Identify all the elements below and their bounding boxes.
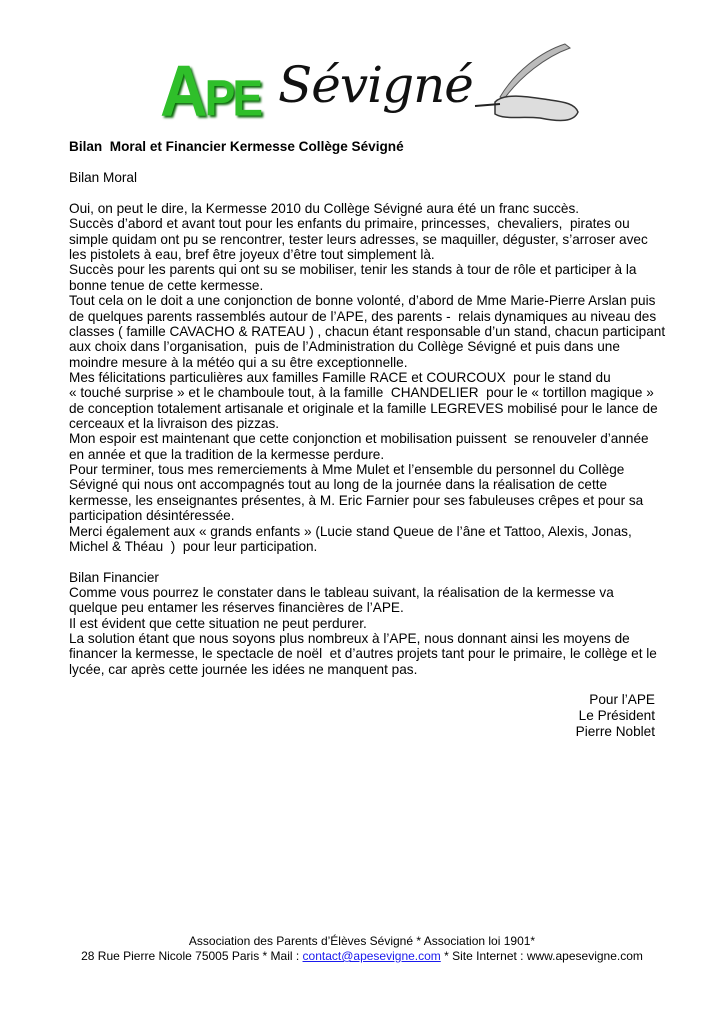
bilan-financier-text [69, 585, 657, 677]
text-line: « touché surprise » et le chamboule tout, à la famille CHANDELIER pour le « tortillon magique » [69, 385, 654, 401]
text-line: Oui, on peut le dire, la Kermesse 2010 du Collège Sévigné aura été un franc succès. [69, 201, 580, 216]
logo-ape-text: APE [160, 49, 261, 131]
text-line: participation désintéressée. [69, 508, 235, 524]
text-line: classes ( famille CAVACHO & RATEAU ) , chacun étant responsable d’un stand, chacun participant [69, 323, 666, 339]
footer-address [0, 949, 724, 964]
text-line: quelque peu entamer les réserves financières de l’APE. [69, 600, 404, 616]
quill-hand-icon [470, 42, 580, 132]
text-line: de conception totalement artisanale et originale et la famille LEGREVES mobilisé pour le lance de [69, 400, 658, 416]
text-line: Mes félicitations particulières aux familles Famille RACE et COURCOUX pour le stand du [69, 369, 611, 385]
signature-line: Pour l’APE [589, 692, 655, 707]
footer-address-text: 28 Rue Pierre Nicole 75005 Paris * Mail : [81, 949, 303, 963]
document-title: Bilan Moral et Financier Kermesse Collège Sévigné [69, 139, 404, 154]
text-line: de quelques parents rassemblés autour de l’APE, des parents - relais dynamiques au niveau des [69, 308, 657, 324]
bilan-moral-text [69, 201, 665, 554]
text-line: simple quidam ont pu se rencontrer, tester leurs adresses, se maquiller, déguster, s’arroser avec [69, 231, 648, 247]
footer-association: Association des Parents d’Élèves Sévigné * Association loi 1901* [188, 934, 536, 948]
text-line: Sévigné qui nous ont accompagnés tout au long de la journée dans la réalisation de cette [69, 477, 608, 493]
text-line: lycée, car après cette journée les idées ne manquent pas. [69, 661, 418, 677]
ape-sevigne-logo [160, 42, 580, 132]
signature-line: Pierre Noblet [575, 724, 655, 739]
text-line: kermesse, les enseignantes présentes, à M. Eric Farnier pour ses fabuleuses crêpes et pour sa [69, 492, 644, 508]
text-line: Tout cela on le doit a une conjonction de bonne volonté, d’abord de Mme Marie-Pierre Arslan puis [69, 293, 656, 309]
bilan-moral-heading: Bilan Moral [69, 170, 137, 185]
text-line: Pour terminer, tous mes remerciements à Mme Mulet et l’ensemble du personnel du Collège [69, 462, 625, 478]
logo-sevigne-text: Sévigné [278, 56, 473, 114]
text-line: Il est évident que cette situation ne peut perdurer. [69, 615, 367, 631]
text-line: La solution étant que nous soyons plus nombreux à l’APE, nous donnant ainsi les moyens de [69, 631, 630, 647]
text-line: les pistolets à eau, bref être joyeux d’être tout simplement là. [69, 247, 435, 263]
text-line: financer la kermesse, le spectacle de noël et d’autres projets tant pour le primaire, le collège et le [69, 646, 657, 662]
text-line: bonne tenue de cette kermesse. [69, 277, 264, 293]
signature-line: Le Président [578, 708, 655, 723]
text-line: aux choix dans l’organisation, puis de l’Administration du Collège Sévigné et puis dans une [69, 339, 620, 355]
email-link[interactable]: contact@apesevigne.com [302, 949, 441, 963]
text-line: Succès pour les parents qui ont su se mobiliser, tenir les stands à tour de rôle et participer à la [69, 262, 637, 278]
text-line: moindre mesure à la météo qui a su être exceptionnelle. [69, 354, 408, 370]
text-line: Succès d’abord et avant tout pour les enfants du primaire, princesses, chevaliers, pirates ou [69, 216, 630, 232]
text-line: Michel & Théau ) pour leur participation. [69, 538, 318, 554]
bilan-financier-heading: Bilan Financier [69, 570, 159, 585]
text-line: en année et que la tradition de la kermesse perdure. [69, 446, 385, 462]
text-line: Comme vous pourrez le constater dans le tableau suivant, la réalisation de la kermesse va [69, 585, 614, 600]
text-line: Mon espoir est maintenant que cette conjonction et mobilisation puissent se renouveler d’année [69, 431, 649, 447]
footer-website: * Site Internet : www.apesevigne.com [440, 949, 643, 963]
signature-block [576, 692, 655, 740]
footer [0, 934, 724, 964]
text-line: cerceaux et la livraison des pizzas. [69, 416, 280, 432]
text-line: Merci également aux « grands enfants » (Lucie stand Queue de l’âne et Tattoo, Alexis, Jonas, [69, 523, 632, 539]
